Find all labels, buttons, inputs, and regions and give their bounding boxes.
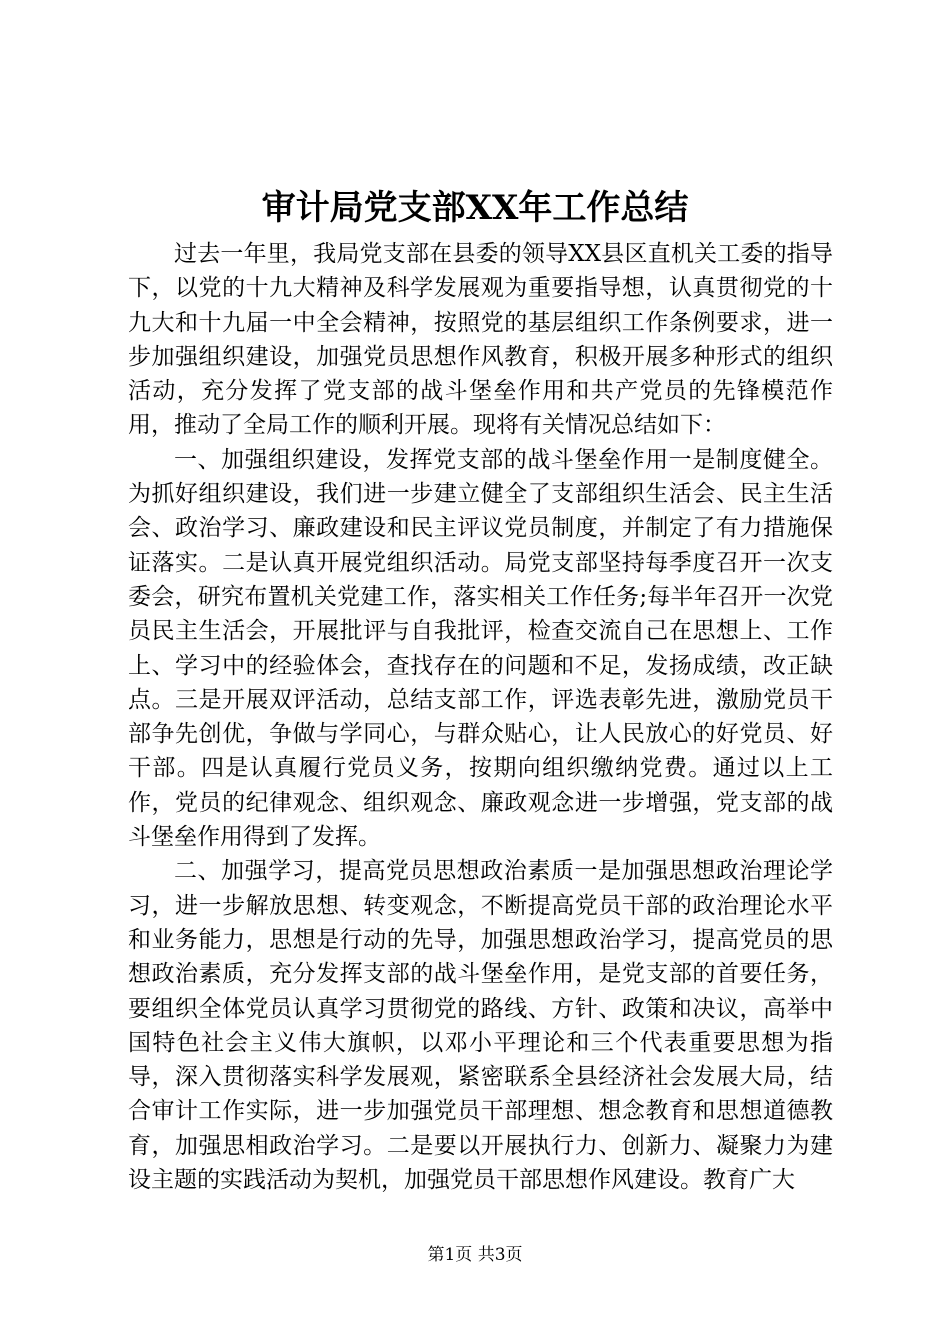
page-number: 第1页 共3页 (427, 1245, 523, 1265)
document-body (128, 237, 833, 1197)
paragraph-intro: 过去一年里，我局党支部在县委的领导XX县区直机关工委的指导下，以党的十九大精神及科学发展观为重要指导想，认真贯彻党的十九大和十九届一中全会精神，按照党的基层组织工作条例要求，进一步加强组织建设，加强党员思想作风教育，积极开展多种形式的组织活动，充分发挥了党支部的战斗堡垒作用和共产党员的先锋模范作用，推动了全局工作的顺利开展。现将有关情况总结如下： (128, 241, 833, 439)
paragraph-section-2: 二、加强学习，提高党员思想政治素质一是加强思想政治理论学习，进一步解放思想、转变观念，不断提高党员干部的政治理论水平和业务能力，思想是行动的先导，加强思想政治学习，提高党员的思想政治素质，充分发挥支部的战斗堡垒作用，是党支部的首要任务，要组织全体党员认真学习贯彻党的路线、方针、政策和决议，高举中国特色社会主义伟大旗帜，以邓小平理论和三个代表重要思想为指导，深入贯彻落实科学发展观，紧密联系全县经济社会发展大局，结合审计工作实际，进一步加强党员干部理想、想念教育和思想道德教育，加强思相政治学习。二是要以开展执行力、创新力、凝聚力为建设主题的实践活动为契机，加强党员干部思想作风建设。教育广大 (128, 858, 833, 1194)
document-title: 审计局党支部XX年工作总结 (261, 188, 689, 228)
paragraph-section-1: 一、加强组织建设，发挥党支部的战斗堡垒作用一是制度健全。为抓好组织建设，我们进一步建立健全了支部组织生活会、民主生活会、政治学习、廉政建设和民主评议党员制度，并制定了有力措施保证落实。二是认真开展党组织活动。局党支部坚持每季度召开一次支委会，研究布置机关党建工作，落实相关工作任务;每半年召开一次党员民主生活会，开展批评与自我批评，检查交流自己在思想上、工作上、学习中的经验体会，查找存在的问题和不足，发扬成绩，改正缺点。三是开展双评活动，总结支部工作，评选表彰先进，激励党员干部争先创优，争做与学同心，与群众贴心，让人民放心的好党员、好干部。四是认真履行党员义务，按期向组织缴纳党费。通过以上工作，党员的纪律观念、组织观念、廉政观念进一步增强，党支部的战斗堡垒作用得到了发挥。 (128, 446, 833, 851)
